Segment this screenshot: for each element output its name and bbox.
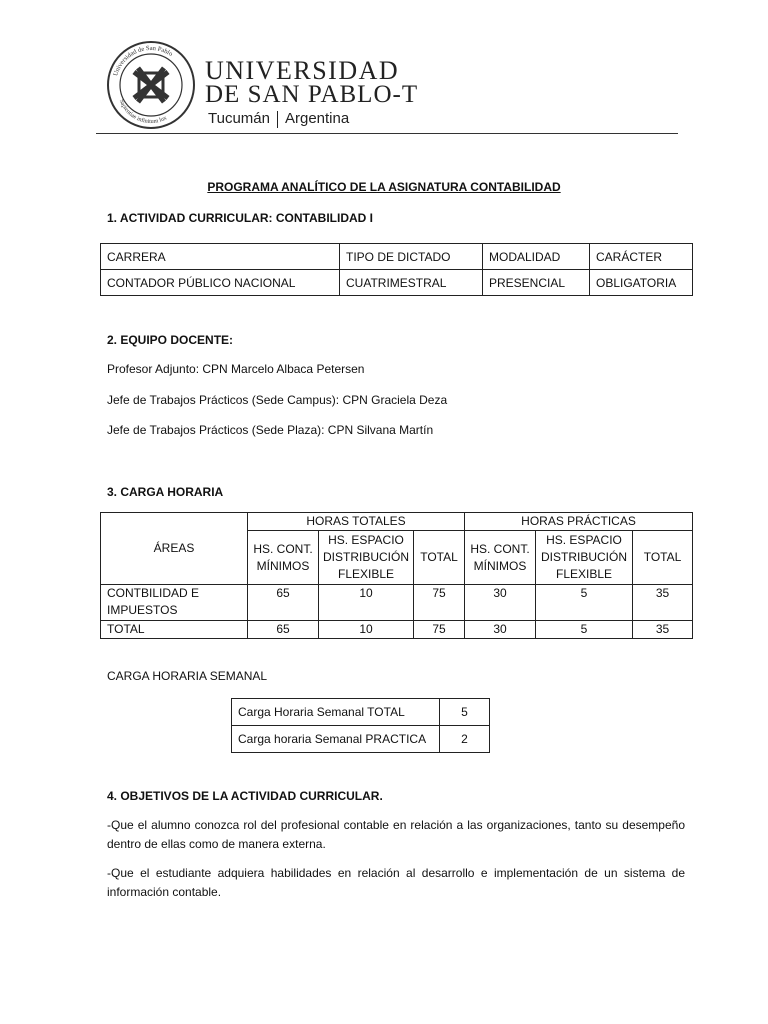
country-label: Argentina [284, 110, 350, 127]
table-cell: 10 [319, 585, 414, 621]
col-header-min: HS. CONT. MÍNIMOS [465, 531, 536, 585]
table-cell: 5 [536, 621, 633, 639]
workload-table [100, 512, 693, 639]
table-cell: CONTADOR PÚBLICO NACIONAL [101, 270, 340, 296]
table-cell: 75 [414, 585, 465, 621]
group-header-practicas: HORAS PRÁCTICAS [465, 513, 693, 531]
table-row [101, 585, 693, 621]
svg-text:Sapientiae infinitum lux: Sapientiae infinitum lux [117, 98, 168, 126]
table-cell: 5 [536, 585, 633, 621]
table-cell: OBLIGATORIA [590, 270, 693, 296]
table-cell: CUATRIMESTRAL [340, 270, 483, 296]
area-cell: CONTBILIDAD E IMPUESTOS [101, 585, 248, 621]
document-title: PROGRAMA ANALÍTICO DE LA ASIGNATURA CONTABILIDAD [207, 180, 561, 194]
section2-heading: 2. EQUIPO DOCENTE: [107, 333, 234, 347]
table-cell: Carga horaria Semanal PRACTICA [232, 726, 440, 753]
table-cell: 75 [414, 621, 465, 639]
table-row [101, 621, 693, 639]
group-header-totales: HORAS TOTALES [248, 513, 465, 531]
section4-heading: 4. OBJETIVOS DE LA ACTIVIDAD CURRICULAR. [107, 789, 383, 803]
table-cell: 10 [319, 621, 414, 639]
col-header-flex: HS. ESPACIO DISTRIBUCIÓN FLEXIBLE [536, 531, 633, 585]
table-cell: 30 [465, 621, 536, 639]
weekly-heading: CARGA HORARIA SEMANAL [107, 669, 268, 683]
university-name-line2: DE SAN PABLO-T [205, 81, 419, 108]
divider [277, 111, 278, 128]
table-cell: 35 [633, 621, 693, 639]
weekly-hours-table [231, 698, 490, 753]
staff-line: Jefe de Trabajos Prácticos (Sede Campus): CPN Graciela Deza [107, 393, 448, 407]
table-cell: Carga Horaria Semanal TOTAL [232, 699, 440, 726]
university-name-line1: UNIVERSIDAD [205, 56, 400, 85]
table-row [232, 699, 490, 726]
col-header-total: TOTAL [633, 531, 693, 585]
city-label: Tucumán [208, 110, 270, 127]
table-header-row [101, 244, 693, 270]
objective-paragraph: -Que el estudiante adquiera habilidades en relación al desarrollo e implementación de un sistema de información contable. [107, 866, 685, 899]
col-header-flex: HS. ESPACIO DISTRIBUCIÓN FLEXIBLE [319, 531, 414, 585]
table-cell: 65 [248, 585, 319, 621]
header-cell: TIPO DE DICTADO [340, 244, 483, 270]
university-seal-logo [106, 40, 196, 130]
table-cell: 5 [440, 699, 490, 726]
header-cell: CARÁCTER [590, 244, 693, 270]
table-cell: PRESENCIAL [483, 270, 590, 296]
university-location [208, 110, 349, 128]
table-cell: 35 [633, 585, 693, 621]
svg-text:Universidad de San Pablo: Universidad de San Pablo [112, 44, 174, 77]
staff-line: Profesor Adjunto: CPN Marcelo Albaca Petersen [107, 362, 365, 376]
table-row [232, 726, 490, 753]
table-cell: 30 [465, 585, 536, 621]
areas-header: ÁREAS [101, 513, 248, 585]
table-cell: 2 [440, 726, 490, 753]
section1-heading: 1. ACTIVIDAD CURRICULAR: CONTABILIDAD I [107, 211, 373, 225]
col-header-total: TOTAL [414, 531, 465, 585]
area-cell: TOTAL [101, 621, 248, 639]
col-header-min: HS. CONT. MÍNIMOS [248, 531, 319, 585]
table-cell: 65 [248, 621, 319, 639]
header-divider [96, 133, 678, 134]
objective-paragraph: -Que el alumno conozca rol del profesional contable en relación a las organizaciones, tanto su desempeño dentro de ellas como de manera externa. [107, 818, 685, 851]
curricular-activity-table [100, 243, 693, 296]
header-cell: CARRERA [101, 244, 340, 270]
header-cell: MODALIDAD [483, 244, 590, 270]
staff-line: Jefe de Trabajos Prácticos (Sede Plaza): CPN Silvana Martín [107, 423, 434, 437]
section3-heading: 3. CARGA HORARIA [107, 485, 224, 499]
table-row [101, 270, 693, 296]
